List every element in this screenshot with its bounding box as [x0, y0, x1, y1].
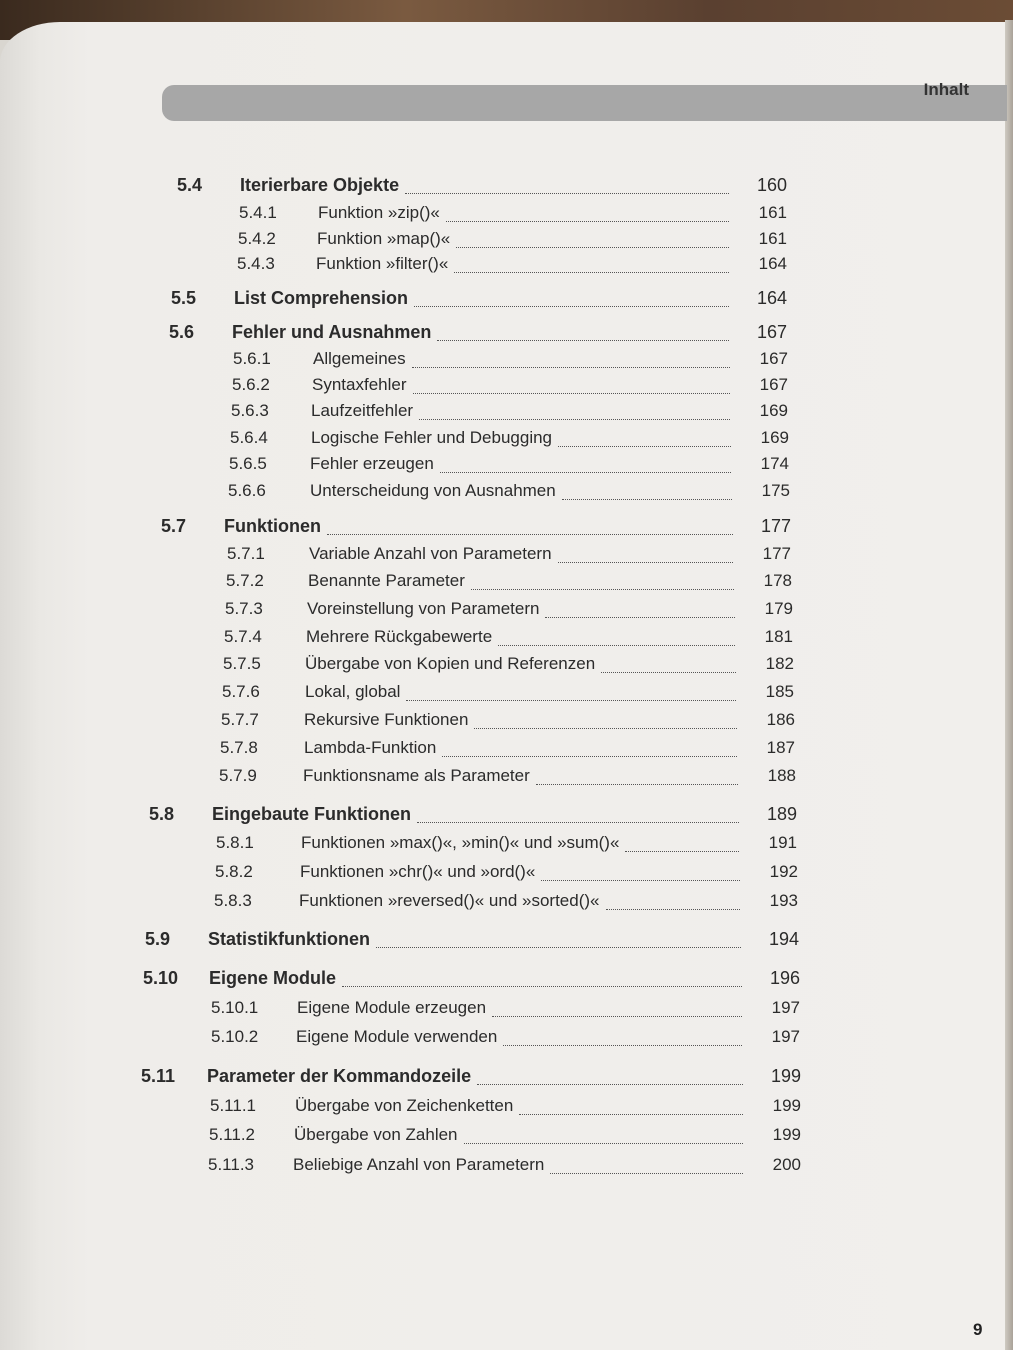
dot-leader — [625, 851, 739, 852]
toc-page-number: 178 — [763, 571, 792, 590]
toc-number: 5.4.1 — [239, 203, 277, 222]
toc-title: Lokal, global — [305, 682, 401, 701]
toc-title: Fehler erzeugen — [310, 454, 434, 473]
toc-subsection-entry — [224, 627, 793, 651]
toc-number: 5.7 — [161, 516, 187, 536]
toc-number: 5.7.2 — [226, 571, 264, 590]
dot-leader — [414, 306, 729, 307]
dot-leader — [417, 822, 739, 823]
toc-title: Übergabe von Zahlen — [294, 1125, 458, 1144]
toc-title: Variable Anzahl von Parametern — [309, 544, 552, 563]
toc-page-number: 199 — [772, 1125, 801, 1144]
toc-subsection-entry — [229, 454, 789, 478]
toc-subsection-entry — [215, 862, 798, 886]
dot-leader — [376, 947, 741, 948]
header-title: Inhalt — [923, 80, 969, 99]
toc-number: 5.10.2 — [211, 1027, 259, 1046]
toc-page-number: 167 — [759, 375, 788, 394]
toc-page-number: 169 — [760, 428, 789, 447]
toc-number: 5.7.6 — [222, 682, 260, 701]
dot-leader — [545, 617, 735, 618]
dot-leader — [437, 340, 729, 341]
toc-page-number: 188 — [767, 766, 796, 785]
toc-number: 5.6.1 — [233, 349, 271, 368]
toc-number: 5.10.1 — [211, 998, 259, 1017]
toc-title: Laufzeitfehler — [311, 401, 414, 420]
toc-title: Unterscheidung von Ausnahmen — [310, 481, 556, 500]
toc-title: Funktionen »reversed()« und »sorted()« — [299, 891, 600, 910]
toc-number: 5.6 — [169, 322, 195, 342]
toc-title: Fehler und Ausnahmen — [232, 322, 432, 342]
toc-number: 5.5 — [171, 288, 197, 308]
toc-title: Benannte Parameter — [308, 571, 465, 590]
dot-leader — [342, 986, 742, 987]
toc-number: 5.6.6 — [228, 481, 266, 500]
toc-number: 5.7.8 — [220, 738, 258, 757]
toc-subsection-entry — [230, 428, 789, 452]
dot-leader — [412, 367, 730, 368]
toc-subsection-entry — [232, 375, 788, 399]
dot-leader — [405, 193, 729, 194]
dot-leader — [558, 446, 731, 447]
toc-page-number: 197 — [771, 998, 800, 1017]
toc-title: Voreinstellung von Parametern — [307, 599, 540, 618]
toc-subsection-entry — [223, 654, 794, 678]
toc-title: Iterierbare Objekte — [240, 175, 400, 195]
dot-leader — [503, 1045, 742, 1046]
toc-page-number: 164 — [758, 254, 787, 273]
toc-subsection-entry — [239, 203, 787, 227]
toc-page-number: 187 — [766, 738, 795, 757]
toc-number: 5.4.3 — [237, 254, 275, 273]
toc-page-number: 175 — [761, 481, 790, 500]
toc-section-entry — [145, 929, 799, 953]
toc-page-number: 167 — [759, 349, 788, 368]
dot-leader — [536, 784, 738, 785]
dot-leader — [498, 645, 735, 646]
toc-title: Übergabe von Kopien und Referenzen — [305, 654, 596, 673]
dot-leader — [550, 1173, 743, 1174]
toc-subsection-entry — [238, 229, 787, 253]
toc-page-number: 161 — [758, 203, 787, 222]
toc-page-number: 199 — [770, 1066, 801, 1086]
dot-leader — [446, 221, 729, 222]
toc-page-number: 174 — [760, 454, 789, 473]
toc-subsection-entry — [225, 599, 793, 623]
toc-title: List Comprehension — [234, 288, 409, 308]
toc-number: 5.6.2 — [232, 375, 270, 394]
toc-title: Parameter der Kommandozeile — [207, 1066, 472, 1086]
toc-number: 5.10 — [143, 968, 179, 988]
toc-number: 5.6.5 — [229, 454, 267, 473]
toc-number: 5.7.3 — [225, 599, 263, 618]
dot-leader — [419, 419, 730, 420]
toc-title: Übergabe von Zeichenketten — [295, 1096, 514, 1115]
toc-number: 5.7.1 — [227, 544, 265, 563]
toc-page-number: 169 — [759, 401, 788, 420]
toc-number: 5.4 — [177, 175, 203, 195]
toc-title: Eigene Module — [209, 968, 337, 988]
toc-title: Beliebige Anzahl von Parametern — [293, 1155, 545, 1174]
toc-number: 5.8 — [149, 804, 175, 824]
toc-number: 5.8.3 — [214, 891, 252, 910]
toc-page-number: 177 — [760, 516, 791, 536]
toc-title: Logische Fehler und Debugging — [311, 428, 553, 447]
toc-page-number: 179 — [764, 599, 793, 618]
toc-number: 5.6.4 — [230, 428, 268, 447]
toc-number: 5.7.7 — [221, 710, 259, 729]
toc-subsection-entry — [211, 998, 800, 1022]
toc-subsection-entry — [211, 1027, 800, 1051]
toc-page-number: 161 — [758, 229, 787, 248]
toc-number: 5.4.2 — [238, 229, 276, 248]
toc-number: 5.7.5 — [223, 654, 261, 673]
toc-title: Allgemeines — [313, 349, 406, 368]
toc-title: Funktionen »max()«, »min()« und »sum()« — [301, 833, 620, 852]
toc-section-entry — [143, 968, 800, 992]
toc-page-number: 192 — [769, 862, 798, 881]
toc-title: Lambda-Funktion — [304, 738, 437, 757]
toc-page-number: 164 — [756, 288, 787, 308]
dot-leader — [601, 672, 736, 673]
dot-leader — [492, 1016, 742, 1017]
toc-page-number: 189 — [766, 804, 797, 824]
toc-number: 5.7.4 — [224, 627, 262, 646]
dot-leader — [456, 247, 729, 248]
toc-section-entry — [177, 175, 787, 199]
toc-page-number: 194 — [768, 929, 799, 949]
dot-leader — [464, 1143, 743, 1144]
toc-title: Funktionen »chr()« und »ord()« — [300, 862, 536, 881]
dot-leader — [477, 1084, 743, 1085]
toc-subsection-entry — [233, 349, 788, 373]
toc-page-number: 191 — [768, 833, 797, 852]
toc-section-entry — [149, 804, 797, 828]
toc-title: Eingebaute Funktionen — [212, 804, 412, 824]
dot-leader — [474, 728, 737, 729]
toc-page-number: 181 — [764, 627, 793, 646]
toc-subsection-entry — [208, 1155, 801, 1179]
toc-subsection-entry — [222, 682, 794, 706]
toc-subsection-entry — [210, 1096, 801, 1120]
toc-subsection-entry — [221, 710, 795, 734]
toc-title: Funktion »zip()« — [318, 203, 440, 222]
toc-subsection-entry — [226, 571, 792, 595]
toc-number: 5.8.2 — [215, 862, 253, 881]
toc-page-number: 196 — [769, 968, 800, 988]
toc-number: 5.8.1 — [216, 833, 254, 852]
toc-subsection-entry — [216, 833, 797, 857]
toc-page-number: 200 — [772, 1155, 801, 1174]
toc-number: 5.7.9 — [219, 766, 257, 785]
dot-leader — [471, 589, 734, 590]
toc-section-entry — [171, 288, 787, 312]
toc-page-number: 193 — [769, 891, 798, 910]
toc-title: Eigene Module verwenden — [296, 1027, 498, 1046]
toc-page-number: 185 — [765, 682, 794, 701]
page-number: 9 — [973, 1320, 983, 1339]
toc-title: Rekursive Funktionen — [304, 710, 469, 729]
dot-leader — [413, 393, 731, 394]
toc-subsection-entry — [227, 544, 791, 568]
toc-page-number: 177 — [762, 544, 791, 563]
toc-subsection-entry — [228, 481, 790, 505]
toc-number: 5.6.3 — [231, 401, 269, 420]
toc-subsection-entry — [219, 766, 796, 790]
toc-page-number: 160 — [756, 175, 787, 195]
toc-title: Statistikfunktionen — [208, 929, 371, 949]
toc-section-entry — [169, 322, 787, 346]
toc-title: Funktionen — [224, 516, 321, 536]
toc-page-number: 199 — [772, 1096, 801, 1115]
toc-subsection-entry — [220, 738, 795, 762]
toc-subsection-entry — [214, 891, 798, 915]
toc-page-number: 186 — [766, 710, 795, 729]
toc-section-entry — [141, 1066, 801, 1090]
dot-leader — [558, 562, 733, 563]
toc-subsection-entry — [209, 1125, 801, 1149]
dot-leader — [442, 756, 737, 757]
toc-section-entry — [161, 516, 791, 540]
toc-number: 5.11.1 — [210, 1096, 257, 1115]
toc-title: Funktionsname als Parameter — [303, 766, 530, 785]
toc-title: Syntaxfehler — [312, 375, 407, 394]
toc-title: Funktion »filter()« — [316, 254, 449, 273]
dot-leader — [519, 1114, 743, 1115]
dot-leader — [454, 272, 729, 273]
toc-number: 5.11.2 — [209, 1125, 256, 1144]
toc-subsection-entry — [237, 254, 787, 278]
dot-leader — [562, 499, 732, 500]
toc-page-number: 167 — [756, 322, 787, 342]
toc-page-number: 182 — [765, 654, 794, 673]
toc-page-number: 197 — [771, 1027, 800, 1046]
toc-number: 5.11.3 — [208, 1155, 255, 1174]
toc-number: 5.9 — [145, 929, 171, 949]
toc-title: Eigene Module erzeugen — [297, 998, 487, 1017]
toc-subsection-entry — [231, 401, 788, 425]
dot-leader — [406, 700, 736, 701]
dot-leader — [327, 534, 733, 535]
dot-leader — [440, 472, 731, 473]
dot-leader — [541, 880, 740, 881]
toc-number: 5.11 — [141, 1066, 176, 1086]
dot-leader — [606, 909, 741, 910]
toc-title: Funktion »map()« — [317, 229, 451, 248]
toc-title: Mehrere Rückgabewerte — [306, 627, 493, 646]
